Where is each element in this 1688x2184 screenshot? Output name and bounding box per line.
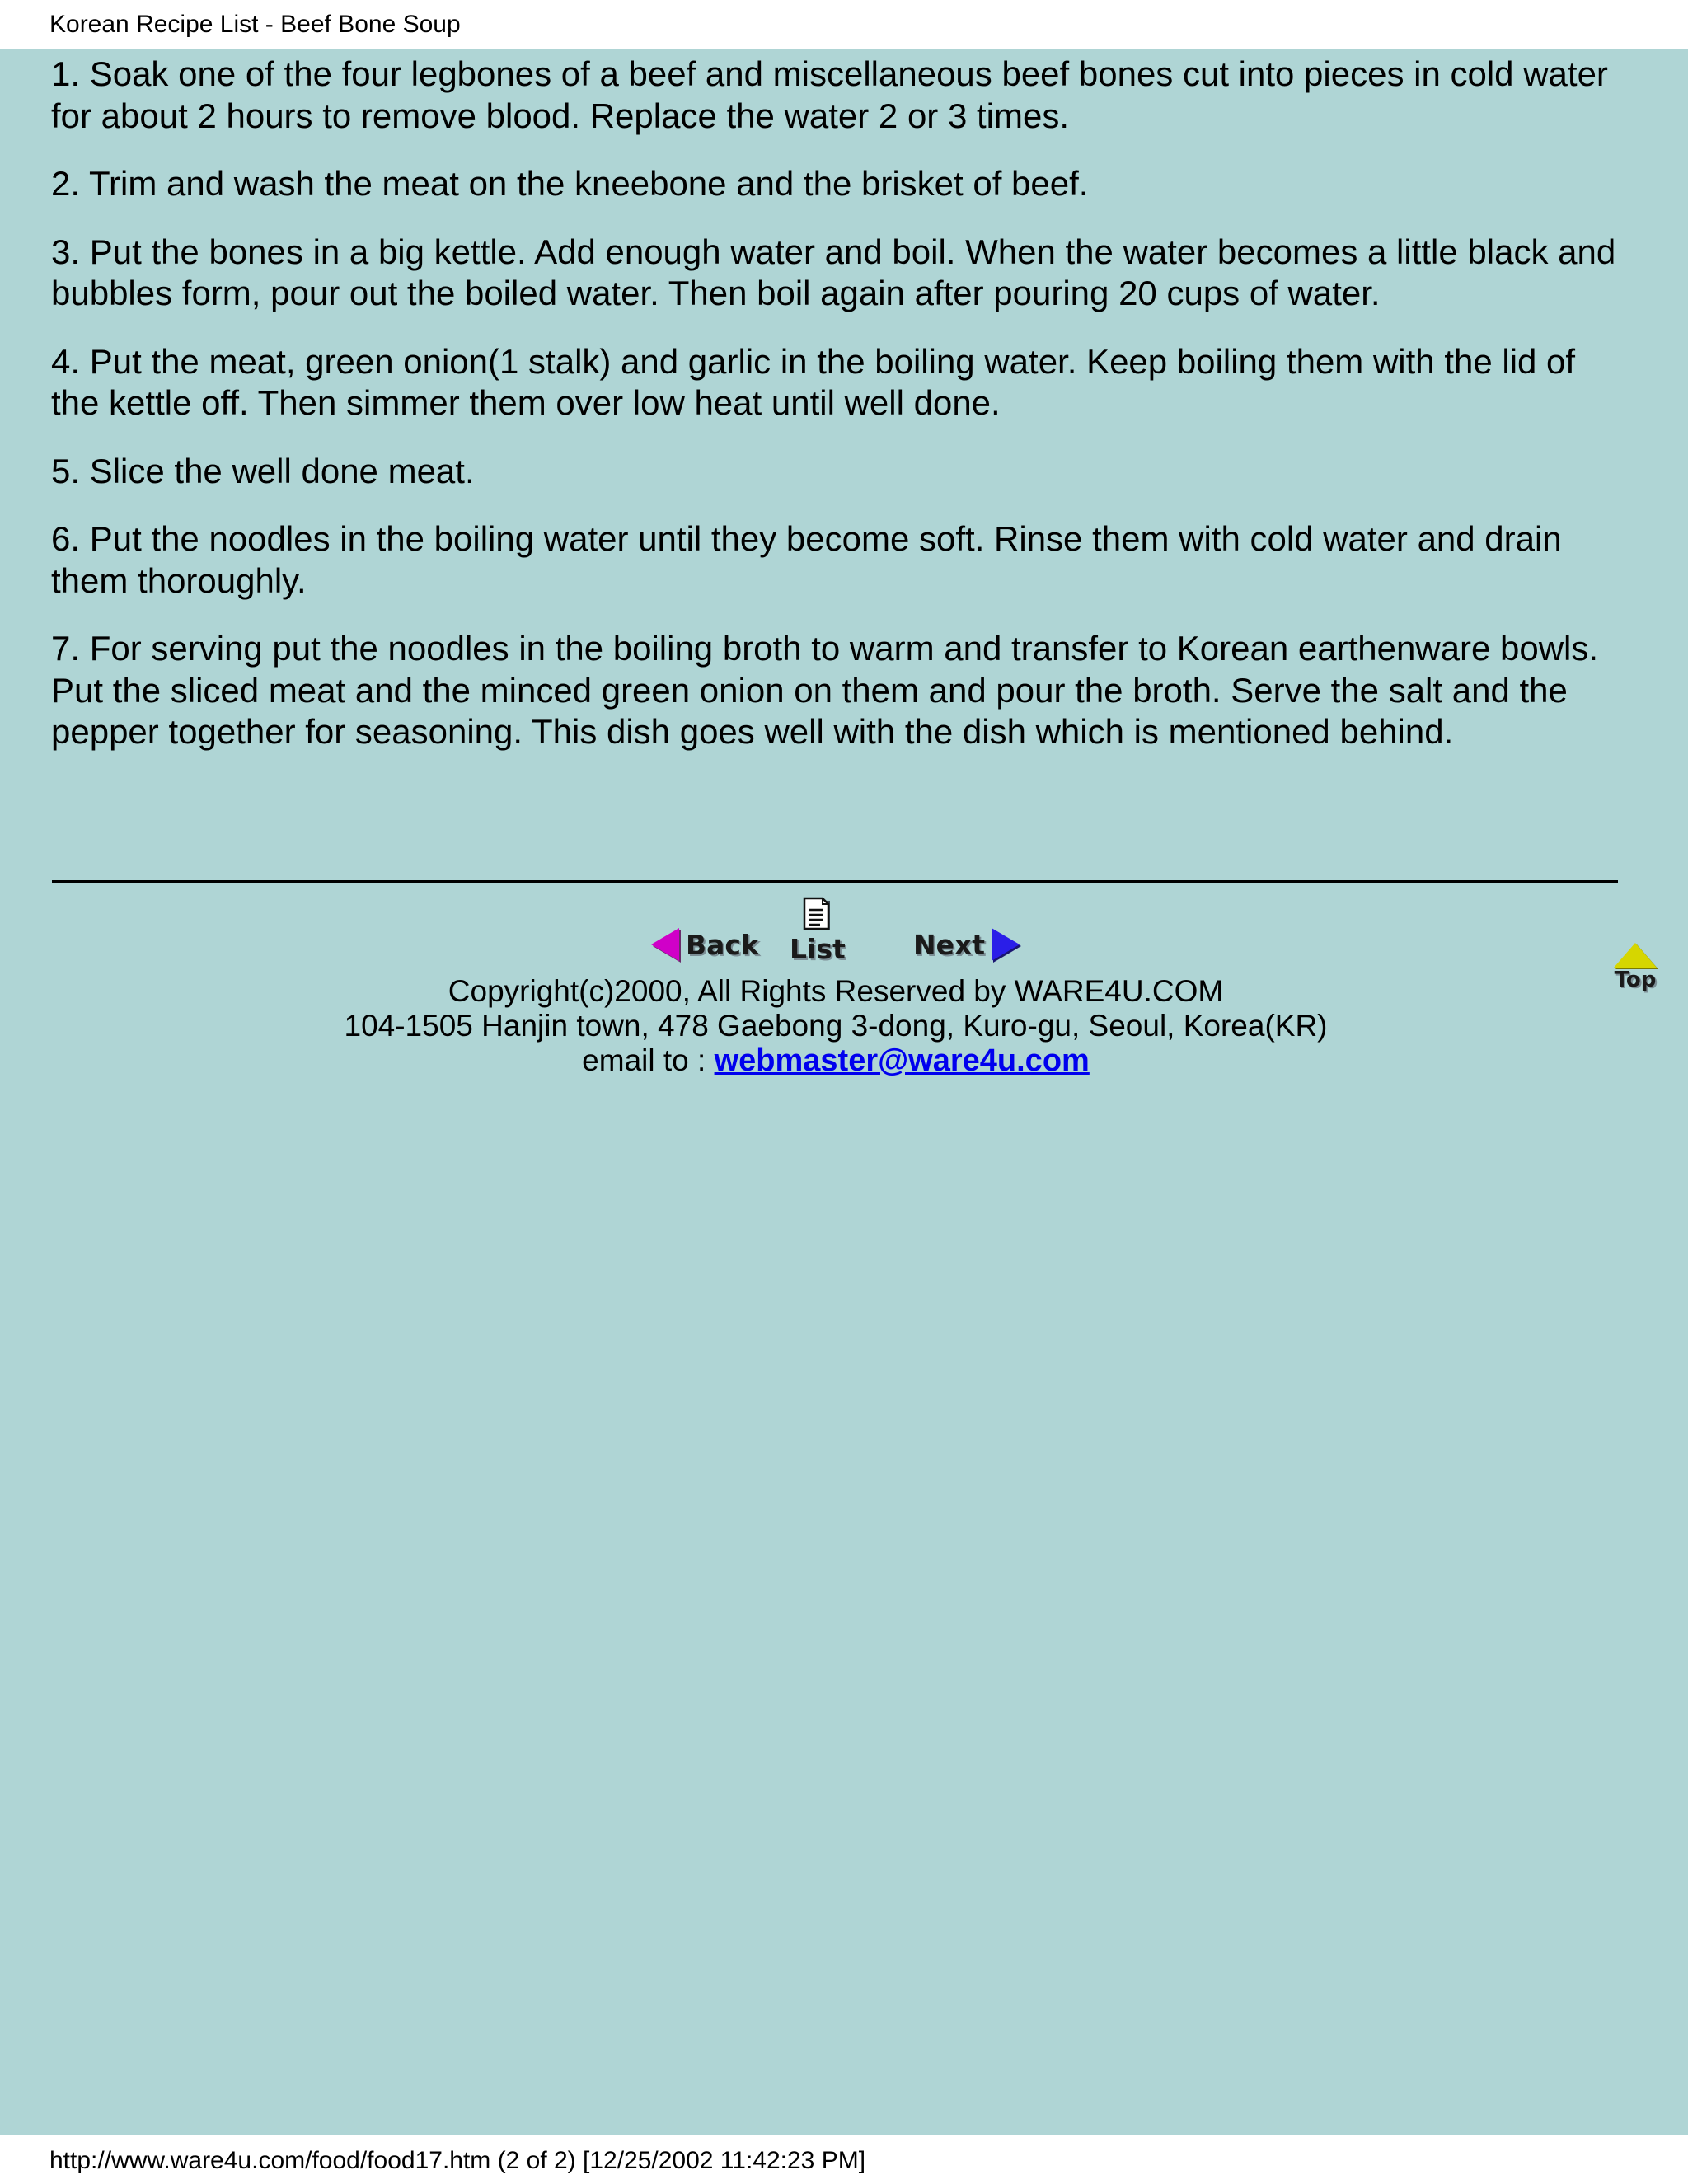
print-footer-url: http://www.ware4u.com/food/food17.htm (2 of 2) [12/25/2002 11:42:23 PM]	[49, 2147, 866, 2174]
list-label: List	[790, 933, 846, 965]
next-label: Next	[913, 928, 986, 961]
page-content	[0, 49, 1688, 2135]
email-link[interactable]: webmaster@ware4u.com	[714, 1043, 1090, 1078]
document-icon	[803, 897, 832, 933]
print-header-title: Korean Recipe List - Beef Bone Soup	[49, 11, 461, 38]
recipe-steps	[51, 54, 1617, 780]
email-prefix: email to :	[582, 1043, 715, 1077]
back-button[interactable]	[651, 928, 759, 961]
top-label: Top	[1614, 968, 1657, 992]
right-arrow-icon	[992, 928, 1020, 961]
address-text: 104-1505 Hanjin town, 478 Gaebong 3-dong, Kuro-gu, Seoul, Korea(KR)	[344, 1009, 1328, 1043]
horizontal-divider	[52, 880, 1618, 883]
next-button[interactable]	[913, 928, 1020, 961]
left-arrow-icon	[651, 928, 679, 961]
recipe-step: 4. Put the meat, green onion(1 stalk) and garlic in the boiling water. Keep boiling them with the lid of the kettle off. Then simmer them over low heat until well done.	[51, 341, 1576, 422]
recipe-step: 5. Slice the well done meat.	[51, 451, 475, 490]
print-header	[0, 0, 1688, 49]
recipe-step: 6. Put the noodles in the boiling water until they become soft. Rinse them with cold water and drain them thoroughly.	[51, 519, 1562, 600]
print-footer	[0, 2135, 1688, 2184]
recipe-step: 7. For serving put the noodles in the boiling broth to warm and transfer to Korean earthenware bowls. Put the sliced meat and the minced green onion on them and pour the broth. Serve the salt and the pepper together for seasoning. This dish goes well with the dish which is mentioned behind.	[51, 629, 1599, 751]
site-footer	[0, 974, 1672, 1078]
recipe-step: 3. Put the bones in a big kettle. Add enough water and boil. When the water becomes a little black and bubbles form, pour out the boiled water. Then boil again after pouring 20 cups of water.	[51, 232, 1616, 312]
copyright-text: Copyright(c)2000, All Rights Reserved by WARE4U.COM	[448, 974, 1224, 1008]
recipe-step: 1. Soak one of the four legbones of a beef and miscellaneous beef bones cut into pieces in cold water for about 2 hours to remove blood. Replace the water 2 or 3 times.	[51, 54, 1608, 135]
email-line	[0, 1043, 1672, 1078]
recipe-step: 2. Trim and wash the meat on the kneebone and the brisket of beef.	[51, 164, 1089, 203]
back-label: Back	[686, 928, 759, 961]
up-arrow-icon	[1614, 943, 1657, 968]
list-button[interactable]	[790, 897, 846, 965]
